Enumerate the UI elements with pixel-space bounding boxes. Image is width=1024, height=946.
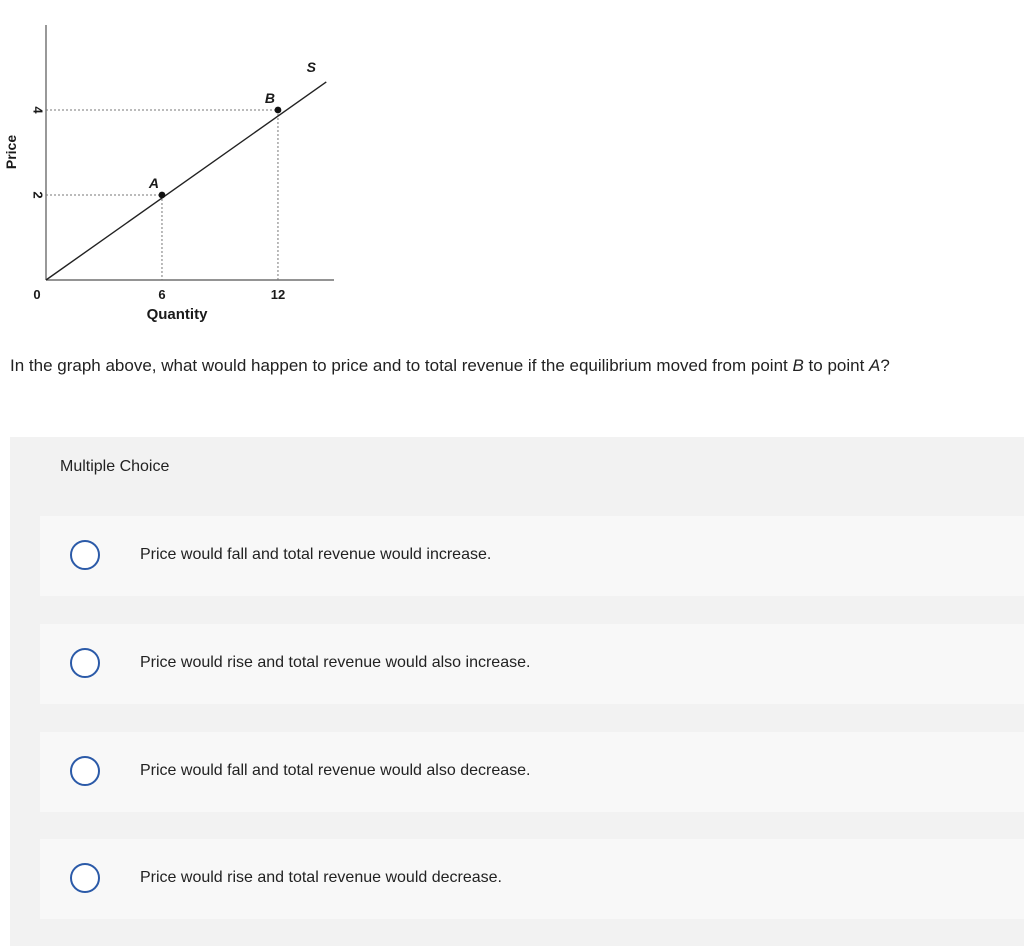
origin-label: 0	[33, 287, 41, 302]
question-text	[10, 354, 890, 378]
answer-option-4[interactable]	[40, 839, 1024, 919]
axes	[46, 25, 334, 280]
radio-button-icon[interactable]	[70, 756, 100, 786]
radio-button-icon[interactable]	[70, 648, 100, 678]
x-tick-label: 12	[270, 287, 286, 302]
answer-option-2[interactable]	[40, 624, 1024, 704]
question-prefix: In the graph above, what would happen to price and to total revenue if the equilibrium moved from point	[10, 356, 793, 375]
question-point-from: B	[792, 356, 804, 375]
x-axis-title: Quantity	[146, 306, 208, 323]
y-tick-label: 2	[30, 191, 46, 199]
question-point-to: A	[869, 356, 881, 375]
point-b-marker	[275, 107, 282, 114]
x-tick-label: 6	[158, 287, 166, 302]
point-a-marker	[159, 192, 166, 199]
supply-curve-label: S	[306, 58, 316, 75]
axis-labels	[3, 59, 317, 323]
point-a-label: A	[148, 175, 160, 191]
radio-button-icon[interactable]	[70, 863, 100, 893]
answer-option-text: Price would fall and total revenue would also decrease.	[140, 762, 531, 779]
multiple-choice-panel	[10, 437, 1024, 946]
question-suffix: ?	[880, 356, 890, 375]
y-axis-title: Price	[3, 134, 19, 170]
answer-option-text: Price would fall and total revenue would increase.	[140, 546, 492, 563]
multiple-choice-label: Multiple Choice	[60, 458, 170, 475]
answer-option-text: Price would rise and total revenue would also increase.	[140, 654, 531, 671]
point-b-label: B	[264, 90, 276, 106]
supply-graph	[0, 0, 360, 330]
y-tick-label: 4	[30, 106, 46, 114]
supply-curve-layer	[46, 82, 326, 280]
supply-curve	[46, 82, 326, 280]
answer-option-text: Price would rise and total revenue would decrease.	[140, 869, 502, 886]
answer-option-1[interactable]	[40, 516, 1024, 596]
equilibrium-points	[159, 107, 282, 199]
answer-option-3[interactable]	[40, 732, 1024, 812]
question-middle: to point	[803, 356, 870, 375]
radio-button-icon[interactable]	[70, 540, 100, 570]
